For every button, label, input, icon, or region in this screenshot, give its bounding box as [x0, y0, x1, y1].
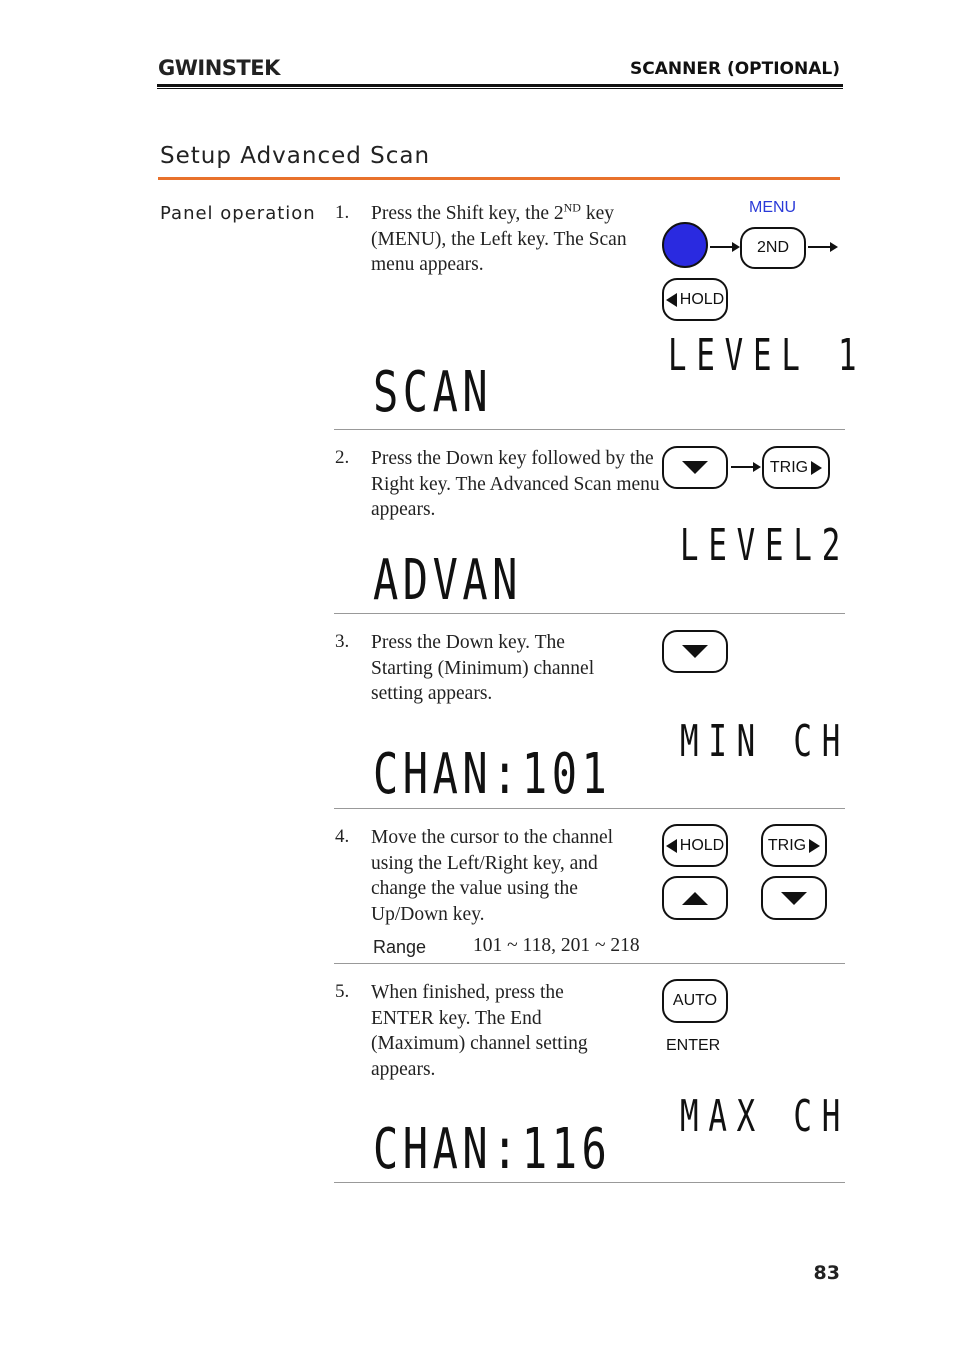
display-sub-min-ch: MIN CH — [680, 716, 851, 767]
trig-right-key[interactable]: TRIG — [762, 446, 830, 489]
row-divider — [334, 1182, 845, 1183]
row-divider — [334, 963, 845, 964]
step-2-number: 2. — [335, 447, 350, 468]
hold-left-key[interactable]: HOLD — [662, 824, 728, 867]
up-arrow-icon — [682, 892, 708, 905]
display-sub-level2: LEVEL2 — [680, 520, 851, 571]
step-1-number: 1. — [335, 202, 350, 223]
2nd-key[interactable]: 2ND — [740, 227, 806, 269]
page-number: 83 — [813, 1262, 840, 1284]
step-4-number: 4. — [335, 826, 350, 847]
display-main-advan: ADVAN — [373, 548, 522, 613]
panel-operation-label: Panel operation — [160, 203, 316, 224]
range-value: 101 ~ 118, 201 ~ 218 — [473, 935, 640, 956]
display-main-chan-116: CHAN:116 — [373, 1117, 612, 1182]
down-key[interactable] — [662, 630, 728, 673]
down-key[interactable] — [761, 876, 827, 920]
hold-left-key[interactable]: HOLD — [662, 278, 728, 321]
header-rule — [157, 84, 843, 87]
step-3-number: 3. — [335, 631, 350, 652]
arrow-right-icon — [731, 466, 759, 468]
row-divider — [334, 613, 845, 614]
right-arrow-icon — [811, 461, 822, 475]
gwinstek-logo: GWINSTEK — [158, 56, 280, 80]
enter-label: ENTER — [666, 1037, 721, 1054]
menu-label: MENU — [749, 199, 797, 216]
row-divider — [334, 429, 845, 430]
up-key[interactable] — [662, 876, 728, 920]
display-main-chan-101: CHAN:101 — [373, 742, 612, 807]
display-main-scan: SCAN — [373, 360, 493, 425]
section-header: SCANNER (OPTIONAL) — [630, 59, 840, 79]
down-arrow-icon — [682, 645, 708, 658]
trig-right-key[interactable]: TRIG — [761, 824, 827, 867]
title-rule — [158, 177, 840, 180]
range-label: Range — [373, 937, 427, 957]
down-arrow-icon — [682, 461, 708, 474]
step-3-text: Press the Down key. The Starting (Minimum) channel setting appears. — [371, 632, 595, 704]
display-sub-max-ch: MAX CH — [680, 1091, 851, 1142]
header-rule-thin — [157, 88, 843, 89]
shift-button[interactable] — [662, 222, 708, 268]
left-arrow-icon — [666, 293, 677, 307]
right-arrow-icon — [809, 839, 820, 853]
step-2-text: Press the Down key followed by the Right key. The Advanced Scan menu appears. — [371, 448, 660, 520]
step-5-text: When finished, press the ENTER key. The End (Maximum) channel setting appears. — [371, 982, 588, 1080]
arrow-right-icon — [808, 246, 836, 248]
row-divider — [334, 808, 845, 809]
step-4-text: Move the cursor to the channel using the Left/Right key, and change the value using the Up/Down key. — [371, 827, 614, 925]
left-arrow-icon — [666, 839, 677, 853]
page-title: Setup Advanced Scan — [160, 143, 431, 169]
arrow-right-icon — [710, 246, 738, 248]
down-arrow-icon — [781, 892, 807, 905]
step-5-number: 5. — [335, 981, 350, 1002]
display-sub-level1: LEVEL 1 — [668, 330, 867, 381]
auto-enter-key[interactable]: AUTO — [662, 979, 728, 1023]
down-key[interactable] — [662, 446, 728, 489]
step-1-text: Press the Shift key, the 2ND key (MENU), the Left key. The Scan menu appears. — [371, 200, 627, 275]
